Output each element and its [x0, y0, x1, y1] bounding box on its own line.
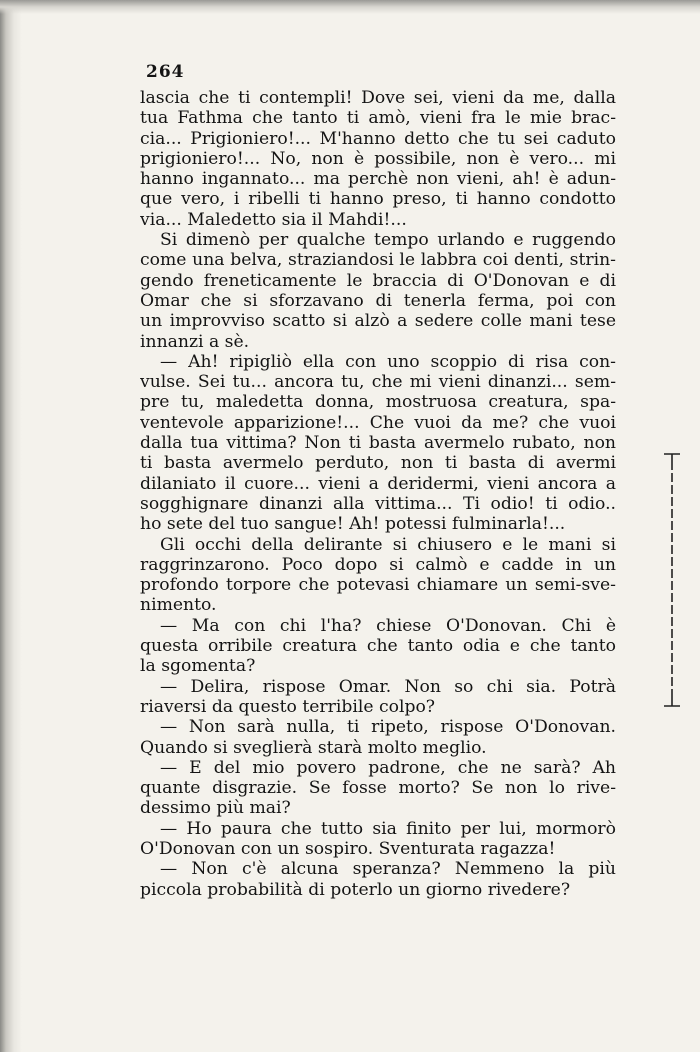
text-line: tua Fathma che tanto ti amò, vieni fra le mie brac- [140, 108, 616, 129]
text-line: innanzi a sè. [140, 331, 250, 352]
text-line: ti basta avermelo perduto, non ti basta di avermi [140, 453, 616, 474]
margin-bracket-mark [660, 450, 684, 710]
text-line: dilaniato il cuore... vieni a deridermi, vieni ancora a [140, 473, 616, 494]
text-line: profondo torpore che potevasi chiamare un semi-sve- [140, 575, 616, 596]
text-line: — Non c'è alcuna speranza? Nemmeno la più [160, 859, 616, 880]
text-line: nimento. [140, 595, 217, 616]
text-line: — Ho paura che tutto sia finito per lui, mormorò [160, 818, 616, 839]
text-line: sogghignare dinanzi alla vittima... Ti odio! ti odio.. [140, 493, 616, 514]
text-line: quante disgrazie. Se fosse morto? Se non lo rive- [140, 778, 616, 799]
text-line: dalla tua vittima? Non ti basta avermelo rubato, non [140, 433, 616, 454]
text-line: via... Maledetto sia il Mahdi!... [140, 209, 407, 230]
text-line: riaversi da questo terribile colpo? [140, 696, 436, 717]
text-line: — Non sarà nulla, ti ripeto, rispose O'Donovan. [160, 717, 616, 738]
scan-shadow-left [0, 0, 22, 1052]
text-line: Quando si sveglierà starà molto meglio. [140, 737, 487, 758]
text-line: come una belva, straziandosi le labbra coi denti, strin- [140, 250, 616, 271]
text-line: lascia che ti contempli! Dove sei, vieni da me, dalla [140, 88, 616, 108]
text-line: que vero, i ribelli ti hanno preso, ti hanno condotto [140, 189, 616, 210]
body-text [140, 88, 616, 900]
page-number: 264 [146, 62, 185, 82]
text-line: gendo freneticamente le braccia di O'Donovan e di [140, 270, 616, 291]
text-line: dessimo più mai? [140, 798, 291, 819]
text-line: — Delira, rispose Omar. Non so chi sia. Potrà [160, 676, 616, 697]
text-line: la sgomenta? [140, 656, 256, 677]
text-line: Si dimenò per qualche tempo urlando e ruggendo [160, 230, 616, 251]
text-line: pre tu, maledetta donna, mostruosa creatura, spa- [140, 392, 616, 413]
text-line: hanno ingannato... ma perchè non vieni, ah! è adun- [140, 169, 616, 190]
text-line: — Ma con chi l'ha? chiese O'Donovan. Chi è [160, 615, 616, 636]
text-line: un improvviso scatto si alzò a sedere colle mani tese [140, 311, 616, 332]
text-line: ventevole apparizione!... Che vuoi da me? che vuoi [140, 412, 616, 433]
text-line: — E del mio povero padrone, che ne sarà? Ah [160, 757, 616, 778]
text-line: raggrinzarono. Poco dopo si calmò e cadde in un [140, 554, 616, 575]
text-line: piccola probabilità di poterlo un giorno rivedere? [140, 879, 571, 900]
text-line: prigioniero!... No, non è possibile, non è vero... mi [140, 148, 616, 169]
text-line: Gli occhi della delirante si chiusero e le mani si [160, 534, 616, 555]
text-line: questa orribile creatura che tanto odia e che tanto [140, 636, 616, 657]
scan-shadow-top [0, 0, 700, 14]
text-line: O'Donovan con un sospiro. Sventurata ragazza! [140, 838, 556, 859]
text-line: ho sete del tuo sangue! Ah! potessi fulminarla!... [140, 514, 566, 535]
text-line: — Ah! ripigliò ella con uno scoppio di risa con- [160, 351, 616, 372]
text-line: vulse. Sei tu... ancora tu, che mi vieni dinanzi... sem- [140, 372, 616, 393]
text-line: Omar che si sforzavano di tenerla ferma, poi con [140, 290, 616, 311]
text-line: cia... Prigioniero!... M'hanno detto che tu sei caduto [140, 128, 616, 149]
